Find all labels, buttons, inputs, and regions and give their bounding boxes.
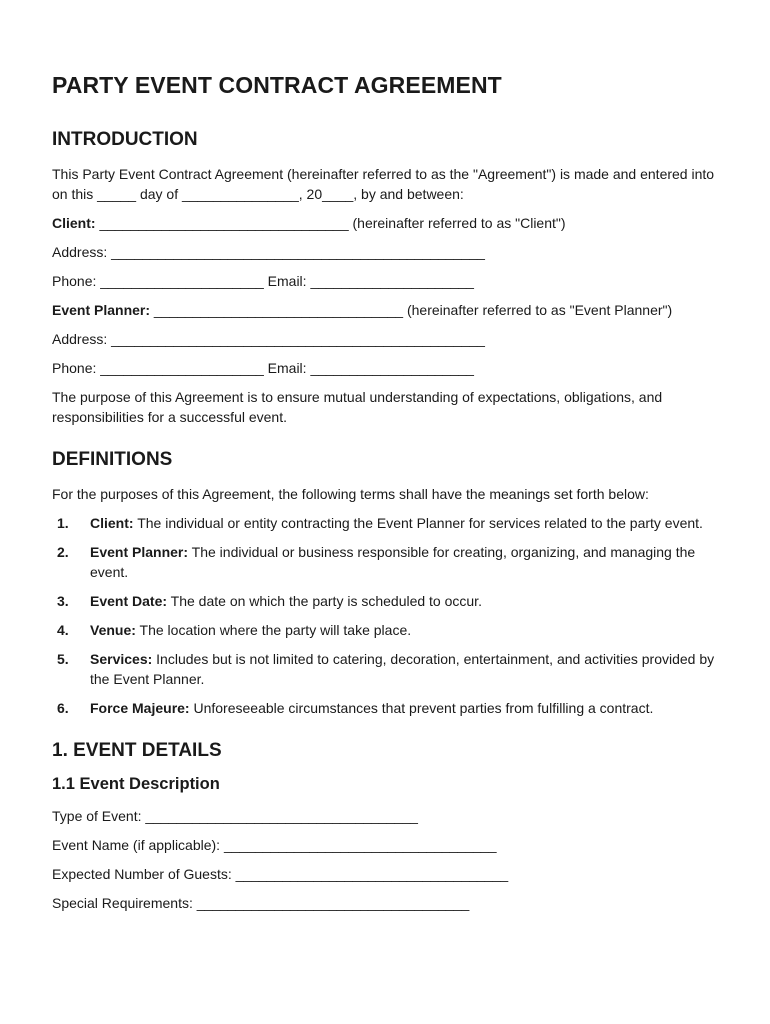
special-requirements-field: Special Requirements: ___________________________________ [52,895,470,911]
definition-text: The location where the party will take place. [135,622,412,638]
definition-text: The individual or entity contracting the Event Planner for services related to the party event. [133,515,703,531]
definition-number: 3. [57,593,69,609]
definition-number: 1. [57,515,69,531]
definition-item [52,542,718,582]
definition-text: The individual or business responsible for creating, organizing, and managing the event. [90,544,696,580]
planner-blank-text: ________________________________ (hereinafter referred to as "Event Planner") [150,302,673,318]
definition-text: Includes but is not limited to catering, decoration, entertainment, and activities provided by the Event Planner. [90,651,715,687]
definitions-list [52,513,718,718]
definition-term: Services: [90,651,153,667]
planner-label: Event Planner: [52,302,151,318]
definition-item [52,620,718,640]
intro-paragraph: This Party Event Contract Agreement (hereinafter referred to as the "Agreement") is made and entered into on this _____ day of _______________, 20____, by and between: [52,166,715,202]
definition-number: 4. [57,622,69,638]
definition-number: 6. [57,700,69,716]
definition-item [52,649,718,689]
definition-item [52,591,718,611]
definition-term: Event Date: [90,593,168,609]
definition-item [52,513,718,533]
definitions-lead: For the purposes of this Agreement, the following terms shall have the meanings set forth below: [52,486,649,502]
planner-contact-line: Phone: _____________________ Email: _____________________ [52,360,474,376]
definition-term: Client: [90,515,134,531]
definition-item [52,698,718,718]
event-name-field: Event Name (if applicable): ___________________________________ [52,837,497,853]
event-type-field: Type of Event: ___________________________________ [52,808,418,824]
document-title: PARTY EVENT CONTRACT AGREEMENT [52,72,502,98]
client-blank-text: ________________________________ (hereinafter referred to as "Client") [95,215,566,231]
definition-number: 2. [57,544,69,560]
client-line [52,213,718,233]
definition-term: Venue: [90,622,136,638]
guest-count-field: Expected Number of Guests: ___________________________________ [52,866,509,882]
purpose-paragraph: The purpose of this Agreement is to ensure mutual understanding of expectations, obligations, and responsibilities for a successful event. [52,389,663,425]
event-description-heading: 1.1 Event Description [52,775,220,793]
introduction-heading: INTRODUCTION [52,129,198,150]
definition-term: Event Planner: [90,544,189,560]
client-label: Client: [52,215,96,231]
planner-line [52,300,718,320]
definition-text: Unforeseeable circumstances that prevent parties from fulfilling a contract. [189,700,654,716]
definition-term: Force Majeure: [90,700,190,716]
definition-text: The date on which the party is scheduled to occur. [167,593,482,609]
planner-address-line: Address: ________________________________________________ [52,331,485,347]
event-details-heading: 1. EVENT DETAILS [52,740,222,761]
client-contact-line: Phone: _____________________ Email: _____________________ [52,273,474,289]
client-address-line: Address: ________________________________________________ [52,244,485,260]
definitions-heading: DEFINITIONS [52,449,173,470]
definition-number: 5. [57,651,69,667]
